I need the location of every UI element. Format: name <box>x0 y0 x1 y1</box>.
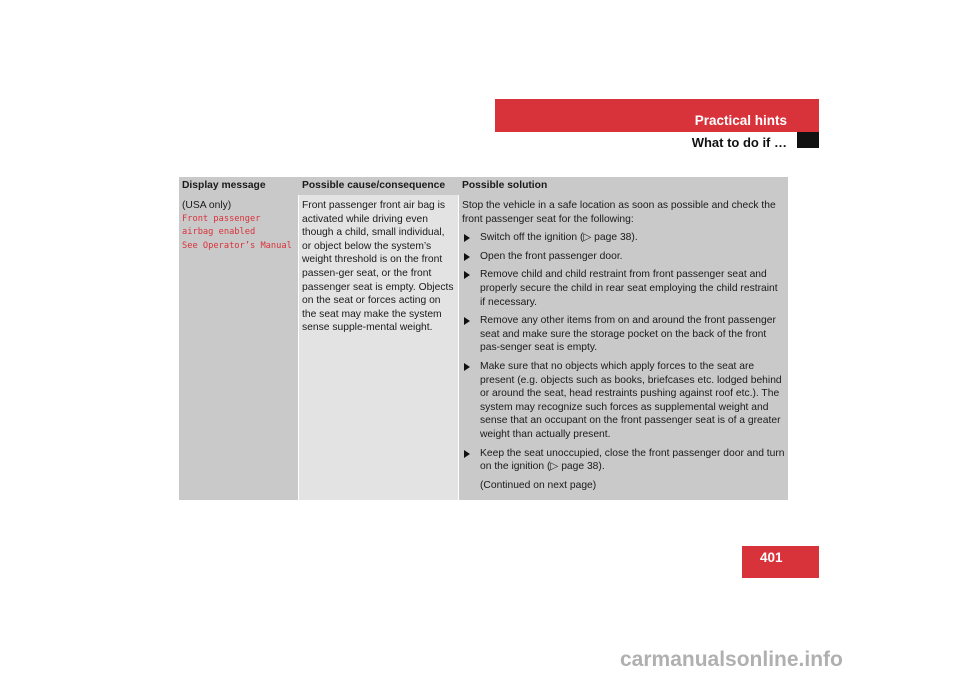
header-possible-cause: Possible cause/consequence <box>302 180 446 191</box>
arrow-bullet-icon <box>464 234 470 242</box>
watermark: carmanualsonline.info <box>620 648 843 671</box>
info-table <box>179 177 788 500</box>
subsection-title: What to do if … <box>691 135 787 150</box>
cause-cell <box>299 195 458 500</box>
arrow-bullet-icon <box>464 253 470 261</box>
header-tab-marker <box>797 132 819 148</box>
step-text: Keep the seat unoccupied, close the front passenger door and turn on the ignition (▷ page 38). <box>480 447 785 473</box>
arrow-bullet-icon <box>464 317 470 325</box>
display-message-cell <box>179 195 298 500</box>
display-line-3: See Operator’s Manual <box>182 240 292 251</box>
arrow-bullet-icon <box>464 363 470 371</box>
step-text: Open the front passenger door. <box>480 250 623 262</box>
header-display-message: Display message <box>182 180 266 191</box>
page-number: 401 <box>742 546 819 578</box>
step-text: Switch off the ignition (▷ page 38). <box>480 232 638 244</box>
solution-step <box>462 231 785 245</box>
table-header-row <box>179 177 788 195</box>
solution-intro: Stop the vehicle in a safe location as soon as possible and check the front passenger seat for the following: <box>462 200 776 225</box>
arrow-bullet-icon <box>464 271 470 279</box>
solution-step <box>462 268 785 309</box>
step-text: Remove child and child restraint from front passenger seat and properly secure the child in rear seat employing the child restraint if necessary. <box>480 269 778 308</box>
region-note: (USA only) <box>182 200 232 211</box>
solution-step <box>462 447 785 474</box>
display-line-2: airbag enabled <box>182 227 256 238</box>
arrow-bullet-icon <box>464 450 470 458</box>
solution-step <box>462 360 785 442</box>
solution-step <box>462 250 785 264</box>
section-title: Practical hints <box>694 113 787 128</box>
cause-text: Front passenger front air bag is activated while driving even though a child, small individual, or object below the system’s weight threshold is on the front passen-ger seat, or the front passenger seat is empty. Objects on the seat or forces acting on the seat may make the system sense supple-mental weight. <box>302 200 454 334</box>
section-header-bar <box>495 99 819 132</box>
header-possible-solution: Possible solution <box>462 180 548 191</box>
display-line-1: Front passenger <box>182 213 261 224</box>
solution-cell <box>459 195 788 500</box>
step-text: Remove any other items from on and around the front passenger seat and make sure the storage pocket on the back of the front pas-senger seat is empty. <box>480 315 776 354</box>
continued-note: (Continued on next page) <box>480 479 597 491</box>
step-text: Make sure that no objects which apply forces to the seat are present (e.g. objects such as books, briefcases etc. lodged behind or around the seat, head restraints pushing against roof etc.). The system may recognize such forces as supplemental weight and sense that an occupant on the front passenger seat is of a greater weight than actually present. <box>480 360 782 440</box>
solution-step <box>462 314 785 355</box>
